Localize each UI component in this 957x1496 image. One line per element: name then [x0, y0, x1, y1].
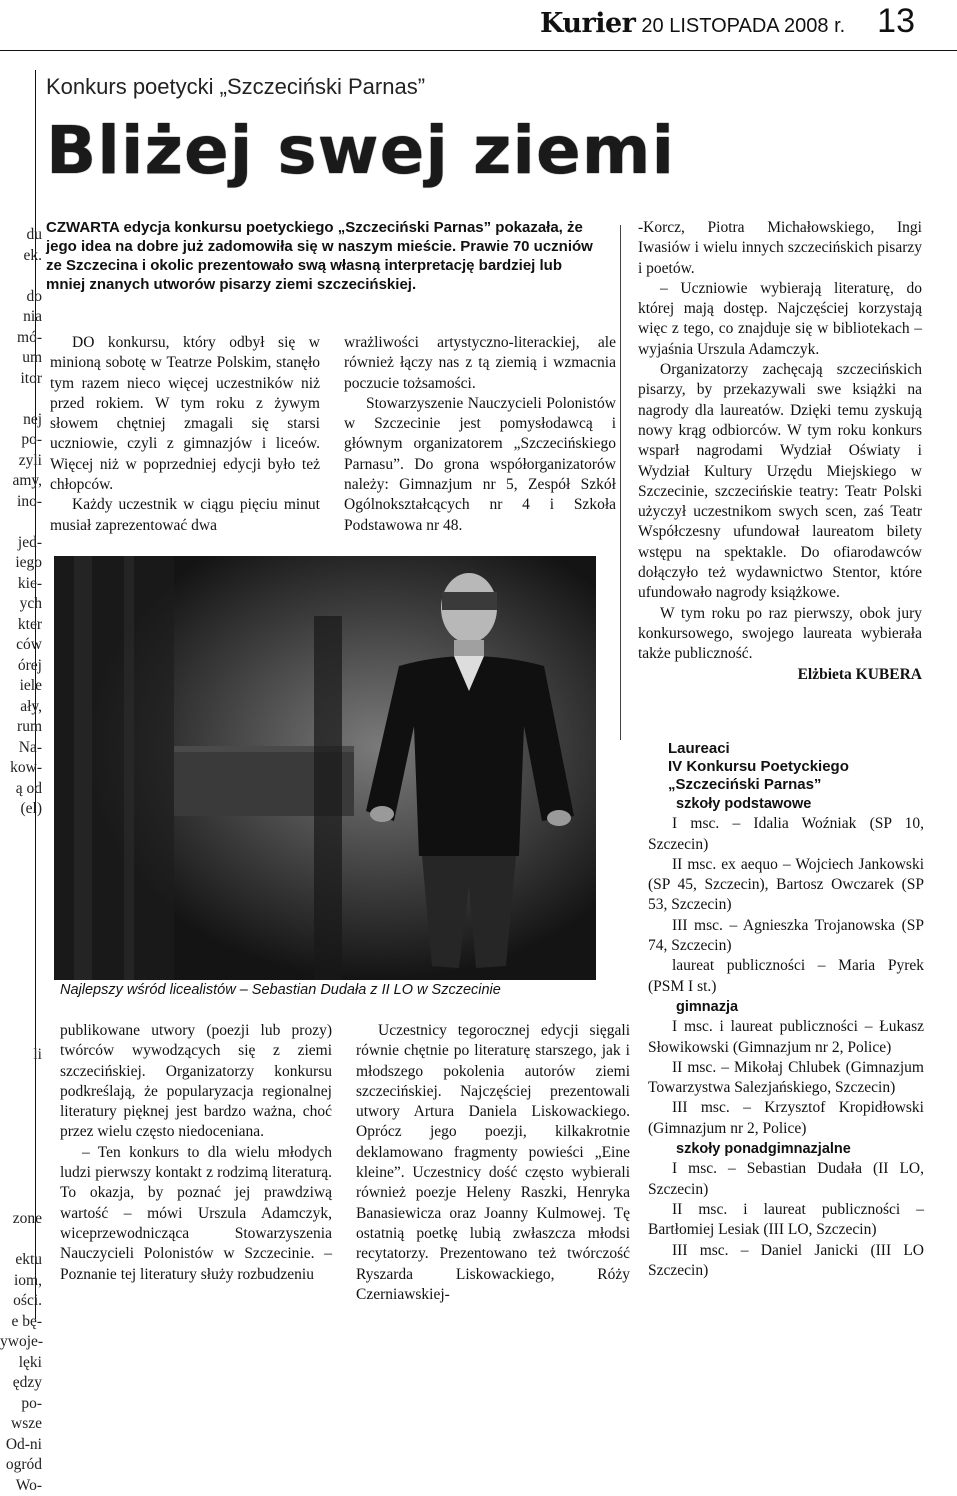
adjacent-text-fragment: um	[0, 348, 42, 369]
adjacent-text-fragment: rum	[0, 717, 42, 738]
adjacent-text-fragment	[0, 1189, 42, 1210]
adjacent-text-fragment: ek.	[0, 246, 42, 267]
laureate-item: I msc. – Sebastian Dudała (II LO, Szczecin)	[648, 1159, 924, 1200]
column-2-top	[344, 333, 616, 536]
paragraph: – Ten konkurs to dla wielu młodych ludzi pierwszy kontakt z rodzimą literaturą. To okazja, by poznać jej prawdziwą wartość – mówi Urszula Adamczyk, wiceprzewodnicząca Stowarzyszenia Nauczycieli Polonistów w Szczecinie. – Poznanie tej literatury służy rozbudzeniu	[60, 1143, 332, 1285]
adjacent-text-fragment	[0, 266, 42, 287]
paragraph: Każdy uczestnik w ciągu pięciu minut musiał zaprezentować dwa	[50, 495, 320, 536]
laureate-item: I msc. i laureat publiczności – Łukasz Słowikowski (Gimnazjum nr 2, Police)	[648, 1017, 924, 1058]
adjacent-text-fragment: e bę-	[0, 1312, 42, 1333]
adjacent-text-fragment: Od-ni	[0, 1435, 42, 1456]
category-middle-schools: gimnazja	[676, 997, 924, 1017]
author-signature: Elżbieta KUBERA	[638, 665, 922, 685]
adjacent-text-fragment	[0, 1025, 42, 1046]
adjacent-text-fragment: itor	[0, 369, 42, 390]
adjacent-text-fragment: amy,	[0, 471, 42, 492]
laureate-item: II msc. ex aequo – Wojciech Jankowski (SP 45, Szczecin), Bartosz Owczarek (SP 53, Szczecin)	[648, 855, 924, 916]
laureate-item: II msc. – Mikołaj Chlubek (Gimnazjum Towarzystwa Salezjańskiego, Szczecin)	[648, 1058, 924, 1099]
adjacent-text-fragment: zone	[0, 1209, 42, 1230]
issue-date: 20 LISTOPADA 2008 r.	[641, 15, 845, 37]
adjacent-text-fragment	[0, 963, 42, 984]
page-number: 13	[877, 2, 915, 41]
laureates-heading-3: „Szczeciński Parnas”	[668, 776, 924, 794]
adjacent-text-fragment	[0, 512, 42, 533]
adjacent-text-fragment: nia	[0, 307, 42, 328]
adjacent-text-fragment: ino-	[0, 492, 42, 513]
adjacent-text-fragment	[0, 389, 42, 410]
laureates-heading-2: IV Konkursu Poetyckiego	[668, 758, 924, 776]
adjacent-text-fragment: zyli	[0, 451, 42, 472]
adjacent-text-fragment: kter	[0, 615, 42, 636]
paragraph: wrażliwości artystyczno-literackiej, ale również łączy nas z tą ziemią i wzmacnia poczucie tożsamości.	[344, 333, 616, 394]
article-kicker: Konkurs poetycki „Szczeciński Parnas”	[46, 74, 425, 100]
adjacent-text-fragment: iom,	[0, 1271, 42, 1292]
adjacent-text-fragment: li	[0, 1045, 42, 1066]
column-2-bottom	[356, 1021, 630, 1305]
adjacent-text-fragment	[0, 922, 42, 943]
laureate-item: laureat publiczności – Maria Pyrek (PSM I st.)	[648, 956, 924, 997]
adjacent-text-fragment	[0, 1127, 42, 1148]
adjacent-text-fragment: lęki	[0, 1353, 42, 1374]
paragraph: -Korcz, Piotra Michałowskiego, Ingi Iwasiów i wielu innych szczecińskich pisarzy i poetów.	[638, 218, 922, 279]
paragraph: Stowarzyszenie Nauczycieli Polonistów w Szczecinie jest pomysłodawcą i głównym organizatorem „Szczecińskiego Parnasu”. Do grona współorganizatorów należy: Gimnazjum nr 5, Zespół Szkół Ogólnokształcących nr 4 i Szkoła Podstawowa nr 48.	[344, 394, 616, 536]
photo-caption: Najlepszy wśród licealistów – Sebastian Dudała z II LO w Szczecinie	[60, 982, 600, 998]
masthead-rule	[0, 50, 957, 51]
adjacent-text-fragment: kow-	[0, 758, 42, 779]
adjacent-text-fragment: jed-	[0, 533, 42, 554]
adjacent-text-fragment	[0, 902, 42, 923]
article-headline: Bliżej swej ziemi	[46, 112, 675, 189]
adjacent-text-fragment: ych	[0, 594, 42, 615]
column-1-bottom	[60, 1021, 332, 1285]
laureate-item: III msc. – Agnieszka Trojanowska (SP 74, Szczecin)	[648, 916, 924, 957]
adjacent-text-fragment: kie-	[0, 574, 42, 595]
column-rule-right	[620, 225, 621, 740]
laureate-item: III msc. – Krzysztof Kropidłowski (Gimnazjum nr 2, Police)	[648, 1098, 924, 1139]
adjacent-text-fragment	[0, 1148, 42, 1169]
newspaper-name: Kurier	[540, 8, 635, 39]
masthead	[540, 8, 915, 48]
column-1-top	[50, 333, 320, 536]
column-3	[638, 218, 922, 685]
adjacent-text-fragment	[0, 1168, 42, 1189]
adjacent-text-fragment: ektu	[0, 1250, 42, 1271]
paragraph: W tym roku po raz pierwszy, obok jury konkursowego, swojego laureata wybierała także publiczność.	[638, 604, 922, 665]
adjacent-text-fragment: ą od	[0, 779, 42, 800]
adjacent-text-fragment: ców	[0, 635, 42, 656]
adjacent-text-fragment: du	[0, 225, 42, 246]
article-lead: CZWARTA edycja konkursu poetyckiego „Szczeciński Parnas” pokazała, że jego idea na dobre już zadomowiła się w naszym mieście. Prawie 70 uczniów ze Szczecina i okolic prezentowało swą własną interpretację bardziej lub mniej znanych utworów pisarzy ziemi szczecińskiej.	[46, 218, 594, 294]
adjacent-text-fragment	[0, 881, 42, 902]
laureate-item: III msc. – Daniel Janicki (III LO Szczecin)	[648, 1241, 924, 1282]
adjacent-text-fragment: ały,	[0, 697, 42, 718]
adjacent-text-fragment: nej	[0, 410, 42, 431]
adjacent-text-fragment	[0, 1230, 42, 1251]
category-primary-schools: szkoły podstawowe	[676, 794, 924, 814]
adjacent-text-fragment	[0, 1107, 42, 1128]
adjacent-text-fragment: Na-	[0, 738, 42, 759]
paragraph: DO konkursu, który odbył się w minioną sobotę w Teatrze Polskim, stanęło tym razem nieco więcej uczestników niż przed rokiem. W tym roku z żywym słowem chętniej zmagali się starsi uczniowie, czyli z gimnazjów i liceów. Więcej niż w poprzedniej edycji było też chłopców.	[50, 333, 320, 495]
adjacent-text-fragment	[0, 1004, 42, 1025]
category-high-schools: szkoły ponadgimnazjalne	[676, 1139, 924, 1159]
adjacent-text-fragment: Wo-	[0, 1476, 42, 1496]
adjacent-text-fragment: iele	[0, 676, 42, 697]
adjacent-text-fragment: órej	[0, 656, 42, 677]
adjacent-text-fragment: iego	[0, 553, 42, 574]
laureate-item: II msc. i laureat publiczności – Bartłomiej Lesiak (III LO, Szczecin)	[648, 1200, 924, 1241]
paragraph: Organizatorzy zachęcają szczecińskich pisarzy, by przekazywali swe książki na nagrody dla laureatów. Dzięki temu zyskują nowy krąg odbiorców. W tym roku konkurs wsparł nagrodami Wydział Oświaty i Wydział Kultury Urzędu Miejskiego w Szczecinie, szczecińskie teatry: Teatr Polski użyczył uczestnikom swych scen, zaś Teatr Współczesny ufundował laureatom bilety wstępu na spektakle. Do ofiarodawców dołączyło też wydawnictwo Stentor, które ufundowało nagrody książkowe.	[638, 360, 922, 604]
photo-illustration	[54, 556, 596, 980]
adjacent-text-fragment: ości.	[0, 1291, 42, 1312]
adjacent-text-fragment: (el)	[0, 799, 42, 820]
adjacent-text-fragment	[0, 820, 42, 841]
adjacent-text-fragment	[0, 861, 42, 882]
adjacent-text-fragment: ędzy	[0, 1373, 42, 1394]
adjacent-text-fragment: ogród	[0, 1455, 42, 1476]
adjacent-text-fragment	[0, 984, 42, 1005]
adjacent-text-fragment: wsze	[0, 1414, 42, 1435]
laureates-heading-1: Laureaci	[668, 740, 924, 758]
article-photo	[54, 556, 596, 980]
adjacent-text-fragment	[0, 943, 42, 964]
paragraph: Uczestnicy tegorocznej edycji sięgali równie chętnie po literaturę starszego, jak i młodszego pokolenia autorów ziemi szczecińskiej. Najczęściej prezentowali utwory Artura Daniela Liskowackiego. Oprócz jego poezji, kilkakrotnie deklamowano fragmenty powieści „Eine kleine”. Uczestnicy dość często wybierali również poezje Heleny Raszki, Henryka Banasiewicza oraz Joanny Kulmowej. Tę ostatnią poetkę lubią zwłaszcza młodsi recytatorzy. Prezentowano też twórczość Ryszarda Liskowackiego, Róży Czerniawskiej-	[356, 1021, 630, 1305]
paragraph: – Uczniowie wybierają literaturę, do której mają dostęp. Najczęściej korzystają więc z tego, co znajduje się w bibliotekach – wyjaśnia Urszula Adamczyk.	[638, 279, 922, 360]
adjacent-text-fragment	[0, 1066, 42, 1087]
adjacent-text-fragment: po-	[0, 430, 42, 451]
adjacent-text-fragment	[0, 840, 42, 861]
adjacent-text-fragment	[0, 1086, 42, 1107]
adjacent-text-fragment: po-	[0, 1394, 42, 1415]
adjacent-text-fragment: mó-	[0, 328, 42, 349]
adjacent-text-fragment: do	[0, 287, 42, 308]
paragraph: publikowane utwory (poezji lub prozy) twórców wywodzących się z ziemi szczecińskiej. Organizatorzy konkursu podkreślają, że popularyzacja regionalnej literatury pięknej jest bardzo ważna, choć przez wielu często niedoceniana.	[60, 1021, 332, 1143]
adjacent-text-fragment: ywoje-	[0, 1332, 42, 1353]
laureates-list	[648, 740, 924, 1281]
adjacent-article-fragments	[0, 225, 42, 1319]
laureate-item: I msc. – Idalia Woźniak (SP 10, Szczecin)	[648, 814, 924, 855]
